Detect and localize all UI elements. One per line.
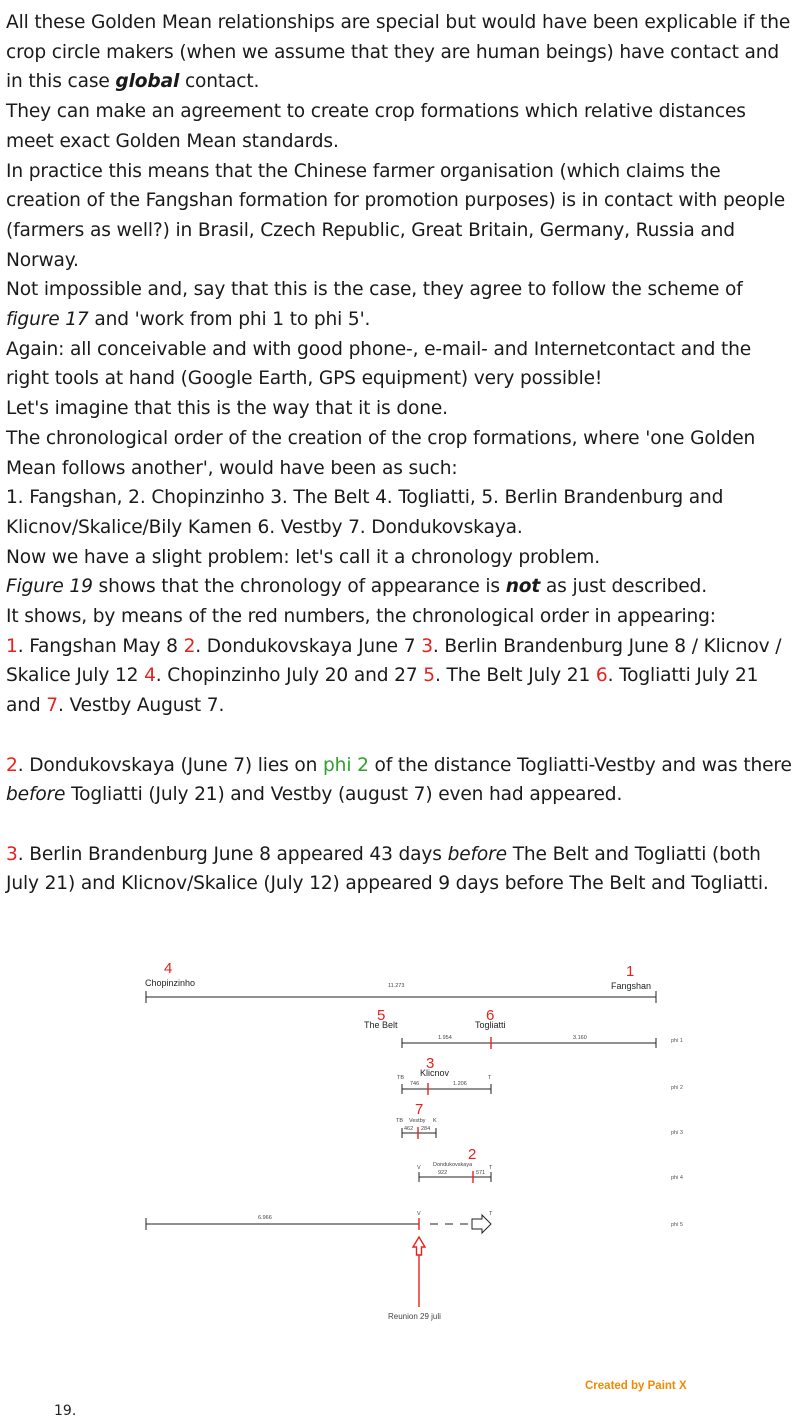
- article-text: [6, 8, 794, 899]
- distance-11273: 11.273: [388, 983, 405, 989]
- distance-284: 284: [421, 1126, 431, 1132]
- distance-462: 462: [404, 1126, 414, 1132]
- phi-4-label: phi 4: [671, 1175, 683, 1181]
- label-vestby: Vestby: [409, 1118, 426, 1124]
- label-the-belt: The Belt: [364, 1020, 398, 1030]
- order-number-5: 5: [377, 1007, 386, 1024]
- paragraph-9: Now we have a slight problem: let's call it a chronology problem.: [6, 546, 600, 568]
- paragraph-2: They can make an agreement to create crop formations which relative distances meet exact Golden Mean standards.: [6, 101, 746, 152]
- label-tb: TB: [397, 1075, 405, 1081]
- paragraph-12: 2. Dondukovskaya (June 7) lies on phi 2 of the distance Togliatti-Vestby and was there before Togliatti (July 21) and Vestby (august 7) even had appeared.: [6, 754, 792, 806]
- distance-3160: 3.160: [573, 1035, 587, 1041]
- paragraph-7: The chronological order of the creation of the crop formations, where 'one Golden Mean follows another', would have been as such:: [6, 427, 756, 479]
- label-t-4: T: [489, 1165, 493, 1171]
- label-chopinzinho: Chopinzinho: [145, 978, 196, 988]
- page-number: 19.: [54, 1403, 77, 1419]
- phi-5-label: phi 5: [671, 1222, 683, 1228]
- label-t: T: [488, 1075, 492, 1081]
- label-dondukovskaya: Dondukovskaya: [433, 1162, 473, 1168]
- credit-text: Created by Paint X: [585, 1380, 687, 1392]
- paragraph-13: 3. Berlin Brandenburg June 8 appeared 43 days before The Belt and Togliatti (both July 21) and Klicnov/Skalice (July 12) appeared 9 days before The Belt and Togliatti.: [6, 843, 769, 895]
- distance-6966: 6.966: [258, 1215, 272, 1221]
- label-reunion: Reunion 29 juli: [388, 1312, 441, 1321]
- label-tb-2: TB: [396, 1118, 404, 1124]
- paragraph-5: Again: all conceivable and with good phone-, e-mail- and Internetcontact and the right tools at hand (Google Earth, GPS equipment) very possible!: [6, 338, 752, 390]
- label-fangshan: Fangshan: [611, 981, 652, 991]
- distance-922: 922: [438, 1170, 448, 1176]
- order-list: 1. Fangshan May 8 2. Dondukovskaya June 7 3. Berlin Brandenburg June 8 / Klicnov / Skalice July 12 4. Chopinzinho July 20 and 27 5. The Belt July 21 6. Togliatti July 21 and 7. Vestby August 7.: [6, 635, 782, 717]
- distance-1206: 1.206: [453, 1081, 467, 1087]
- order-number-4: 4: [164, 960, 173, 977]
- label-klicnov: Klicnov: [420, 1068, 450, 1078]
- paragraph-11: It shows, by means of the red numbers, the chronological order in appearing:: [6, 606, 716, 628]
- paragraph-10: Figure 19 shows that the chronology of appearance is not as just described.: [6, 576, 707, 598]
- order-number-2: 2: [468, 1146, 477, 1163]
- paragraph-8: 1. Fangshan, 2. Chopinzinho 3. The Belt 4. Togliatti, 5. Berlin Brandenburg and Klicnov/Skalice/Bily Kamen 6. Vestby 7. Dondukovskaya.: [6, 487, 724, 538]
- paragraph-3: In practice this means that the Chinese farmer organisation (which claims the creation of the Fangshan formation for promotion purposes) is in contact with people (farmers as well?) in Brasil, Czech Republic, Great Britain, Germany, Russia and Norway.: [6, 160, 786, 271]
- order-number-1: 1: [626, 963, 635, 980]
- phi-1-label: phi 1: [671, 1038, 683, 1044]
- order-number-6: 6: [486, 1007, 495, 1024]
- phi-3-label: phi 3: [671, 1130, 683, 1136]
- order-number-3: 3: [426, 1055, 435, 1072]
- paragraph-6: Let's imagine that this is the way that it is done.: [6, 398, 448, 420]
- label-k: K: [433, 1118, 437, 1124]
- distance-746: 746: [410, 1081, 420, 1087]
- distance-571: 571: [476, 1170, 486, 1176]
- phi-2-label: phi 2: [671, 1085, 683, 1091]
- label-v: V: [417, 1165, 421, 1171]
- figure-19-diagram: [0, 950, 800, 1370]
- label-togliatti: Togliatti: [475, 1020, 506, 1030]
- label-v-5: V: [417, 1211, 421, 1217]
- distance-1954: 1.954: [438, 1035, 452, 1041]
- order-number-7: 7: [415, 1101, 424, 1118]
- label-t-5: T: [489, 1211, 493, 1217]
- paragraph-1: All these Golden Mean relationships are special but would have been explicable if the crop circle makers (when we assume that they are human beings) have contact and in this case global contact.: [6, 12, 791, 93]
- paragraph-4: Not impossible and, say that this is the case, they agree to follow the scheme of figure 17 and 'work from phi 1 to phi 5'.: [6, 279, 743, 331]
